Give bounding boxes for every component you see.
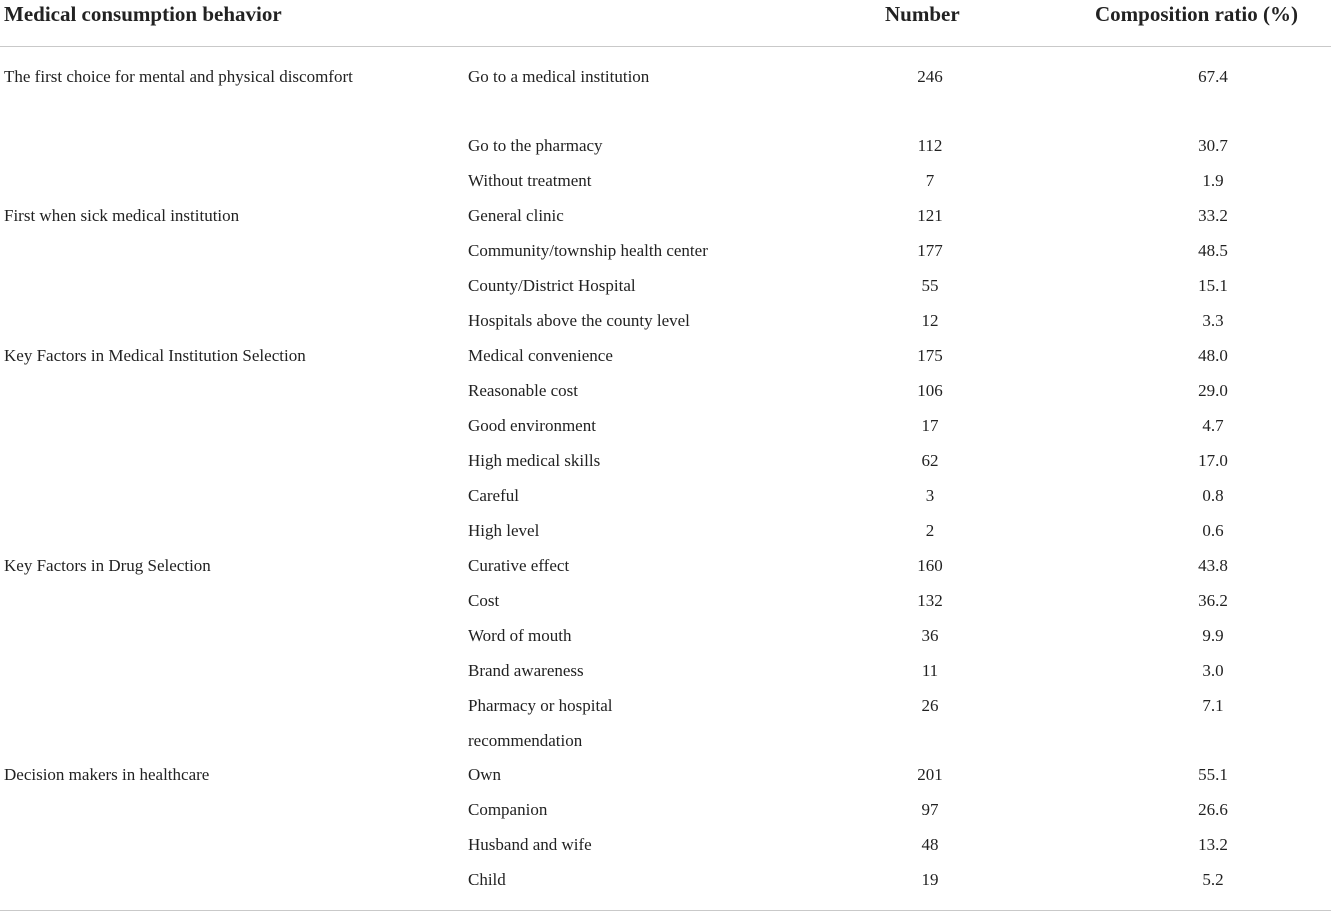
row-ratio: 13.2 bbox=[1198, 835, 1228, 854]
row-category: Key Factors in Drug Selection bbox=[4, 556, 211, 575]
table-row bbox=[0, 478, 1331, 513]
table-row bbox=[0, 653, 1331, 688]
header-number: Number bbox=[885, 2, 960, 26]
row-number: 160 bbox=[917, 556, 943, 575]
table-row bbox=[0, 338, 1331, 373]
table-row bbox=[0, 827, 1331, 862]
row-ratio: 7.1 bbox=[1202, 696, 1224, 715]
row-ratio: 3.0 bbox=[1202, 661, 1224, 680]
table-row bbox=[0, 792, 1331, 827]
row-item: High medical skills bbox=[468, 451, 601, 470]
row-ratio: 15.1 bbox=[1198, 276, 1228, 295]
row-category: Decision makers in healthcare bbox=[4, 765, 210, 784]
row-item: Careful bbox=[468, 486, 519, 505]
row-number: 55 bbox=[921, 276, 939, 295]
row-ratio: 67.4 bbox=[1198, 67, 1228, 86]
row-item: County/District Hospital bbox=[468, 276, 636, 295]
row-ratio: 30.7 bbox=[1198, 136, 1228, 155]
row-ratio: 5.2 bbox=[1202, 870, 1224, 889]
table-row bbox=[0, 583, 1331, 618]
table-body bbox=[0, 59, 1331, 897]
row-ratio: 29.0 bbox=[1198, 381, 1228, 400]
row-number: 11 bbox=[921, 661, 939, 680]
row-number: 19 bbox=[921, 870, 939, 889]
row-ratio: 36.2 bbox=[1198, 591, 1228, 610]
table-row bbox=[0, 443, 1331, 478]
row-item: Go to a medical institution bbox=[468, 67, 650, 86]
row-number: 12 bbox=[921, 311, 939, 330]
row-number: 112 bbox=[917, 136, 943, 155]
table-bottom-rule bbox=[0, 910, 1331, 911]
header-behavior: Medical consumption behavior bbox=[4, 2, 282, 26]
row-item: Cost bbox=[468, 591, 500, 610]
row-item: Reasonable cost bbox=[468, 381, 578, 400]
row-item: Word of mouth bbox=[468, 626, 572, 645]
row-item: Medical convenience bbox=[468, 346, 613, 365]
row-ratio: 48.5 bbox=[1198, 241, 1228, 260]
table-row bbox=[0, 128, 1331, 163]
table-row bbox=[0, 373, 1331, 408]
row-item: Husband and wife bbox=[468, 835, 592, 854]
table-row bbox=[0, 688, 1331, 757]
row-item: Go to the pharmacy bbox=[468, 136, 603, 155]
table-row bbox=[0, 268, 1331, 303]
row-ratio: 33.2 bbox=[1198, 206, 1228, 225]
row-number: 132 bbox=[917, 591, 943, 610]
row-item: Brand awareness bbox=[468, 661, 584, 680]
row-number: 201 bbox=[917, 765, 943, 784]
row-number: 7 bbox=[925, 171, 935, 190]
table-row bbox=[0, 198, 1331, 233]
table-header bbox=[0, 0, 1331, 46]
row-number: 17 bbox=[921, 416, 939, 435]
row-ratio: 1.9 bbox=[1202, 171, 1224, 190]
row-number: 3 bbox=[925, 486, 935, 505]
row-number: 106 bbox=[917, 381, 943, 400]
row-item: Good environment bbox=[468, 416, 596, 435]
row-ratio: 55.1 bbox=[1198, 765, 1228, 784]
row-item: Child bbox=[468, 870, 506, 889]
row-number: 48 bbox=[921, 835, 939, 854]
row-ratio: 26.6 bbox=[1198, 800, 1228, 819]
row-ratio: 48.0 bbox=[1198, 346, 1228, 365]
table-row bbox=[0, 163, 1331, 198]
row-number: 97 bbox=[921, 800, 939, 819]
row-ratio: 17.0 bbox=[1198, 451, 1228, 470]
row-number: 26 bbox=[921, 696, 939, 715]
row-number: 62 bbox=[921, 451, 939, 470]
table-row bbox=[0, 59, 1331, 128]
row-number: 121 bbox=[917, 206, 943, 225]
table-row bbox=[0, 757, 1331, 792]
row-item: Curative effect bbox=[468, 556, 570, 575]
row-ratio: 4.7 bbox=[1202, 416, 1224, 435]
row-item: Companion bbox=[468, 800, 548, 819]
header-ratio: Composition ratio (%) bbox=[1095, 2, 1298, 26]
row-number: 2 bbox=[925, 521, 935, 540]
row-category: First when sick medical institution bbox=[4, 206, 240, 225]
row-item: Pharmacy or hospital recommendation bbox=[468, 696, 613, 750]
table-row bbox=[0, 233, 1331, 268]
table-row bbox=[0, 303, 1331, 338]
table-row bbox=[0, 618, 1331, 653]
row-category: The first choice for mental and physical discomfort bbox=[4, 67, 353, 86]
row-item: High level bbox=[468, 521, 540, 540]
row-ratio: 3.3 bbox=[1202, 311, 1224, 330]
row-category: Key Factors in Medical Institution Selection bbox=[4, 346, 306, 365]
row-number: 246 bbox=[917, 67, 943, 86]
header-divider bbox=[0, 46, 1331, 47]
row-item: General clinic bbox=[468, 206, 564, 225]
row-item: Own bbox=[468, 765, 502, 784]
row-item: Community/township health center bbox=[468, 241, 708, 260]
table-row bbox=[0, 408, 1331, 443]
row-ratio: 0.6 bbox=[1202, 521, 1224, 540]
table-row bbox=[0, 548, 1331, 583]
row-ratio: 43.8 bbox=[1198, 556, 1228, 575]
row-item: Hospitals above the county level bbox=[468, 311, 690, 330]
row-ratio: 0.8 bbox=[1202, 486, 1224, 505]
table-row bbox=[0, 862, 1331, 897]
row-item: Without treatment bbox=[468, 171, 592, 190]
row-number: 177 bbox=[917, 241, 943, 260]
row-ratio: 9.9 bbox=[1202, 626, 1224, 645]
row-number: 175 bbox=[917, 346, 943, 365]
row-number: 36 bbox=[921, 626, 939, 645]
table-row bbox=[0, 513, 1331, 548]
